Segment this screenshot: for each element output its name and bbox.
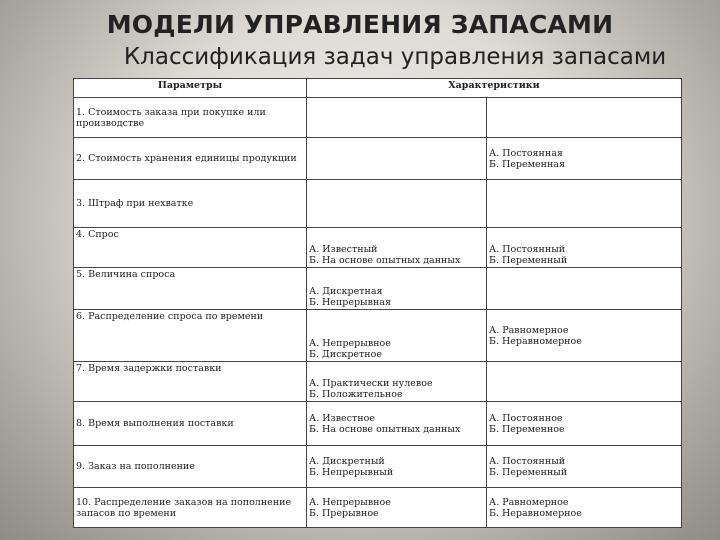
param-cell: 3. Штраф при нехватке [74, 180, 307, 228]
char-cell-1: А. Известный Б. На основе опытных данных [307, 228, 487, 268]
char-cell-1: А. Известное Б. На основе опытных данных [307, 402, 487, 446]
char-cell-1 [307, 138, 487, 180]
char-cell-2: А. Постоянная Б. Переменная [487, 138, 682, 180]
char-cell-1: А. Непрерывное Б. Прерывное [307, 488, 487, 528]
char-cell-2 [487, 362, 682, 402]
table-row [74, 488, 682, 528]
char-cell-1 [307, 98, 487, 138]
param-cell: 9. Заказ на пополнение [74, 446, 307, 488]
char-cell-1: А. Дискретный Б. Непрерывный [307, 446, 487, 488]
param-cell: 4. Спрос [74, 228, 307, 268]
page-subtitle: Классификация задач управления запасами [123, 44, 667, 70]
param-cell: 6. Распределение спроса по времени [74, 310, 307, 362]
param-cell: 2. Стоимость хранения единицы продукции [74, 138, 307, 180]
param-cell: 1. Стоимость заказа при покупке или производстве [74, 98, 307, 138]
table-row [74, 98, 682, 138]
char-cell-2: А. Равномерное Б. Неравномерное [487, 310, 682, 362]
table-row [74, 228, 682, 268]
param-cell: 10. Распределение заказов на пополнение запасов по времени [74, 488, 307, 528]
char-cell-2 [487, 98, 682, 138]
table-row [74, 310, 682, 362]
table-row [74, 268, 682, 310]
table-header-row [74, 79, 682, 98]
param-cell: 8. Время выполнения поставки [74, 402, 307, 446]
page-title: МОДЕЛИ УПРАВЛЕНИЯ ЗАПАСАМИ [106, 10, 614, 39]
table-row [74, 446, 682, 488]
char-cell-2: А. Постоянное Б. Переменное [487, 402, 682, 446]
header-characteristics: Характеристики [307, 79, 682, 98]
table-row [74, 362, 682, 402]
table-row [74, 180, 682, 228]
char-cell-2: А. Постоянный Б. Переменный [487, 446, 682, 488]
table-row [74, 138, 682, 180]
char-cell-2: А. Постоянный Б. Переменный [487, 228, 682, 268]
classification-table [73, 78, 682, 528]
char-cell-1: А. Непрерывное Б. Дискретное [307, 310, 487, 362]
char-cell-2 [487, 268, 682, 310]
table-row [74, 402, 682, 446]
char-cell-2: А. Равномерное Б. Неравномерное [487, 488, 682, 528]
param-cell: 7. Время задержки поставки [74, 362, 307, 402]
char-cell-2 [487, 180, 682, 228]
char-cell-1 [307, 180, 487, 228]
char-cell-1: А. Дискретная Б. Непрерывная [307, 268, 487, 310]
char-cell-1: А. Практически нулевое Б. Положительное [307, 362, 487, 402]
param-cell: 5. Величина спроса [74, 268, 307, 310]
header-parameters: Параметры [74, 79, 307, 98]
